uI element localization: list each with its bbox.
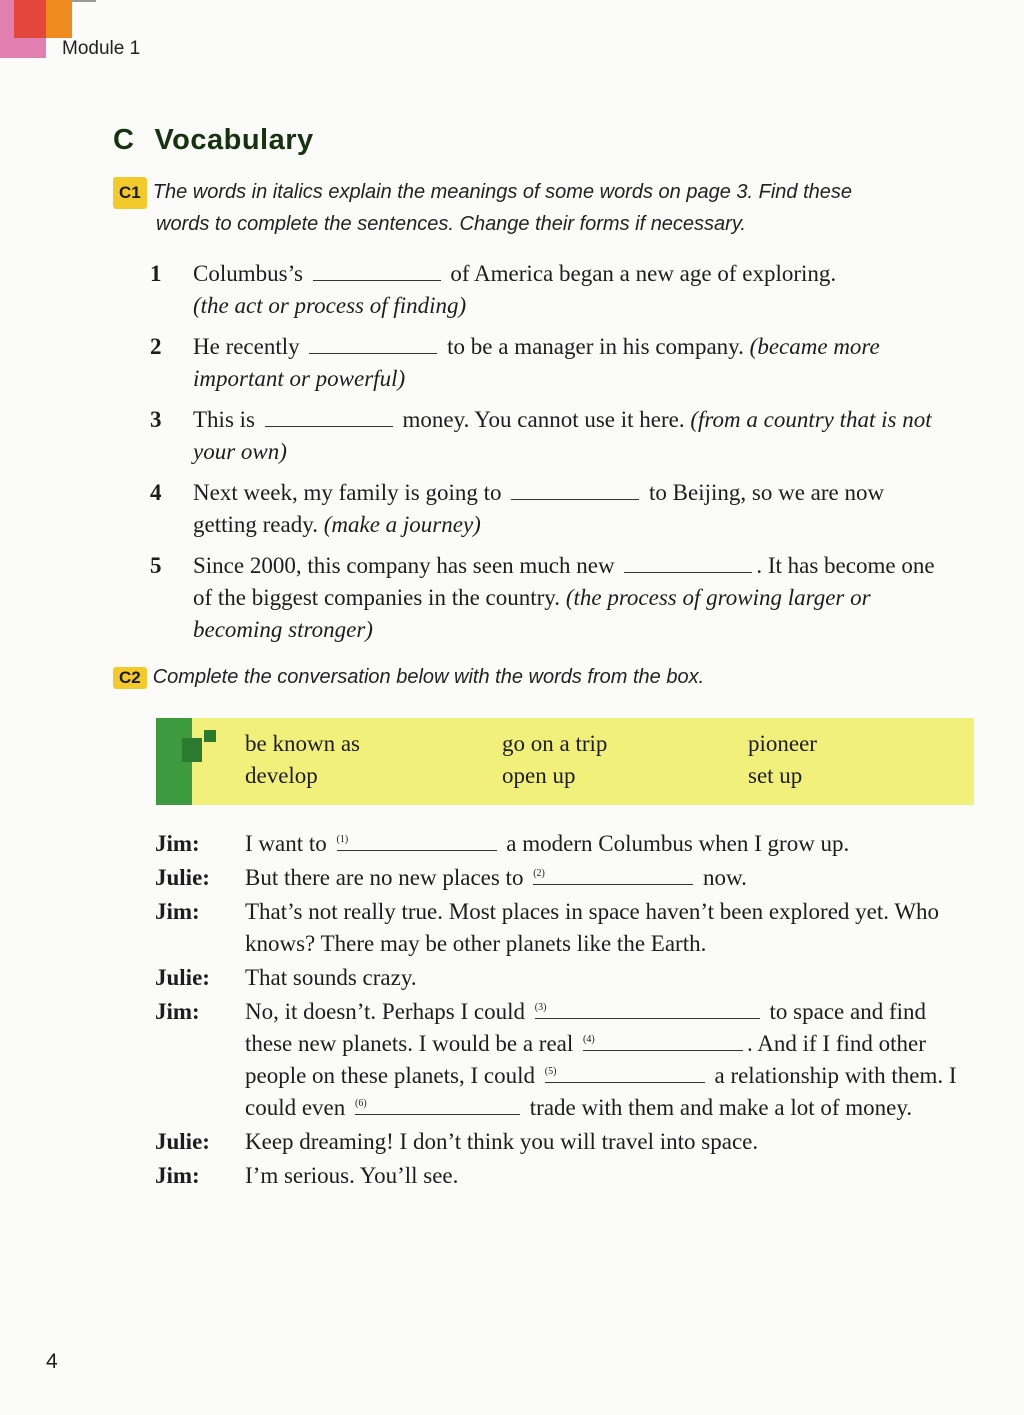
speaker-name: Jim:	[155, 899, 200, 924]
box-word: develop	[245, 763, 318, 788]
dialogue-line	[155, 962, 975, 994]
answer-blank[interactable]	[265, 406, 393, 427]
exercise-text-before: He recently	[193, 334, 300, 359]
speech-text: That’s not really true. Most places in space haven’t been explored yet. Who knows? There may be other planets like the Earth.	[245, 899, 940, 956]
speaker-name: Jim:	[155, 1163, 200, 1188]
speech-text: a relationship with them. I could even	[245, 1063, 957, 1120]
blank-number: (6)	[355, 1098, 367, 1109]
c1-instruction	[113, 177, 943, 239]
speech-text: I’m serious. You’ll see.	[245, 1163, 459, 1188]
exercise-hint: (became more important or powerful)	[193, 334, 880, 391]
speech-text: a modern Columbus when I grow up.	[506, 831, 850, 856]
section-heading	[113, 124, 314, 157]
speaker-name: Julie:	[155, 1129, 210, 1154]
answer-blank[interactable]	[624, 552, 752, 573]
speaker-name: Jim:	[155, 831, 200, 856]
blank-number: (3)	[534, 1002, 547, 1013]
dialogue-line	[155, 1126, 975, 1158]
section-title: Vocabulary	[154, 124, 314, 156]
c1-exercise-list	[150, 258, 950, 655]
answer-blank[interactable]	[309, 333, 437, 354]
corner-decoration-red	[14, 0, 46, 38]
exercise-item-1	[150, 258, 950, 322]
answer-blank-4[interactable]	[583, 1030, 743, 1051]
speech-text: Keep dreaming! I don’t think you will travel into space.	[245, 1129, 759, 1154]
dialogue	[155, 828, 975, 1194]
exercise-number: 5	[150, 553, 162, 578]
dialogue-line	[155, 996, 975, 1124]
speech-text: . And if I find other people on these planets, I could	[245, 1031, 926, 1088]
dialogue-line	[155, 828, 975, 860]
corner-rule	[72, 0, 96, 2]
dialogue-line	[155, 862, 975, 894]
speech-text: That sounds crazy.	[245, 965, 417, 990]
word-box-small-square-icon	[204, 730, 216, 742]
exercise-number: 4	[150, 480, 162, 505]
c1-instruction-line2: words to complete the sentences. Change their forms if necessary.	[156, 213, 746, 235]
speech-text: now.	[702, 865, 747, 890]
speaker-name: Jim:	[155, 999, 200, 1024]
c2-tag: C2	[113, 667, 147, 689]
c2-instruction-text: Complete the conversation below with the words from the box.	[152, 666, 705, 688]
answer-blank-1[interactable]	[337, 830, 497, 851]
blank-number: (1)	[336, 834, 349, 845]
box-word: go on a trip	[502, 731, 608, 756]
word-box	[156, 718, 974, 805]
exercise-text-before: Since 2000, this company has seen much new	[193, 553, 615, 578]
speech-text: No, it doesn’t. Perhaps I could	[245, 999, 526, 1024]
answer-blank[interactable]	[511, 479, 639, 500]
speaker-name: Julie:	[155, 965, 210, 990]
speech-text: I want to	[245, 831, 327, 856]
box-word: open up	[502, 763, 576, 788]
speech-text: But there are no new places to	[245, 865, 524, 890]
exercise-item-3	[150, 404, 950, 468]
exercise-hint: (make a journey)	[323, 512, 481, 537]
dialogue-line	[155, 896, 975, 960]
exercise-text-after: money. You cannot use it here.	[402, 407, 685, 432]
exercise-text-before: Next week, my family is going to	[193, 480, 502, 505]
exercise-hint: (the act or process of finding)	[193, 293, 467, 318]
c1-instruction-line1: The words in italics explain the meanings of some words on page 3. Find these	[152, 181, 853, 203]
speech-text: trade with them and make a lot of money.	[529, 1095, 913, 1120]
box-word: set up	[748, 763, 803, 788]
section-letter: C	[113, 124, 135, 156]
dialogue-line	[155, 1160, 975, 1192]
exercise-hint: (the process of growing larger or becoming stronger)	[193, 585, 871, 642]
exercise-item-4	[150, 477, 950, 541]
exercise-item-2	[150, 331, 950, 395]
exercise-text-after: of America began a new age of exploring.	[450, 261, 837, 286]
c2-instruction	[113, 666, 704, 689]
module-label: Module 1	[62, 38, 141, 59]
answer-blank-5[interactable]	[545, 1062, 705, 1083]
exercise-hint: (from a country that is not your own)	[193, 407, 932, 464]
exercise-text-before: This is	[193, 407, 255, 432]
page-number: 4	[46, 1350, 58, 1373]
box-word: pioneer	[748, 731, 817, 756]
exercise-text-after: to be a manager in his company.	[447, 334, 744, 359]
answer-blank-2[interactable]	[533, 864, 693, 885]
blank-number: (2)	[533, 868, 545, 879]
speaker-name: Julie:	[155, 865, 210, 890]
speech-text: to space and find these new planets. I would be a real	[245, 999, 926, 1056]
exercise-text-after: to Beijing, so we are now getting ready.	[193, 480, 885, 537]
answer-blank-3[interactable]	[535, 998, 760, 1019]
blank-number: (5)	[544, 1066, 557, 1077]
exercise-number: 3	[150, 407, 162, 432]
box-word: be known as	[245, 731, 360, 756]
exercise-number: 1	[150, 261, 162, 286]
exercise-text-after: . It has become one of the biggest companies in the country.	[193, 553, 935, 610]
blank-number: (4)	[583, 1034, 595, 1045]
answer-blank-6[interactable]	[355, 1094, 520, 1115]
exercise-text-before: Columbus’s	[193, 261, 303, 286]
exercise-number: 2	[150, 334, 162, 359]
c1-tag: C1	[113, 177, 147, 209]
exercise-item-5	[150, 550, 950, 646]
word-box-square-icon	[182, 738, 202, 762]
answer-blank[interactable]	[313, 260, 441, 281]
